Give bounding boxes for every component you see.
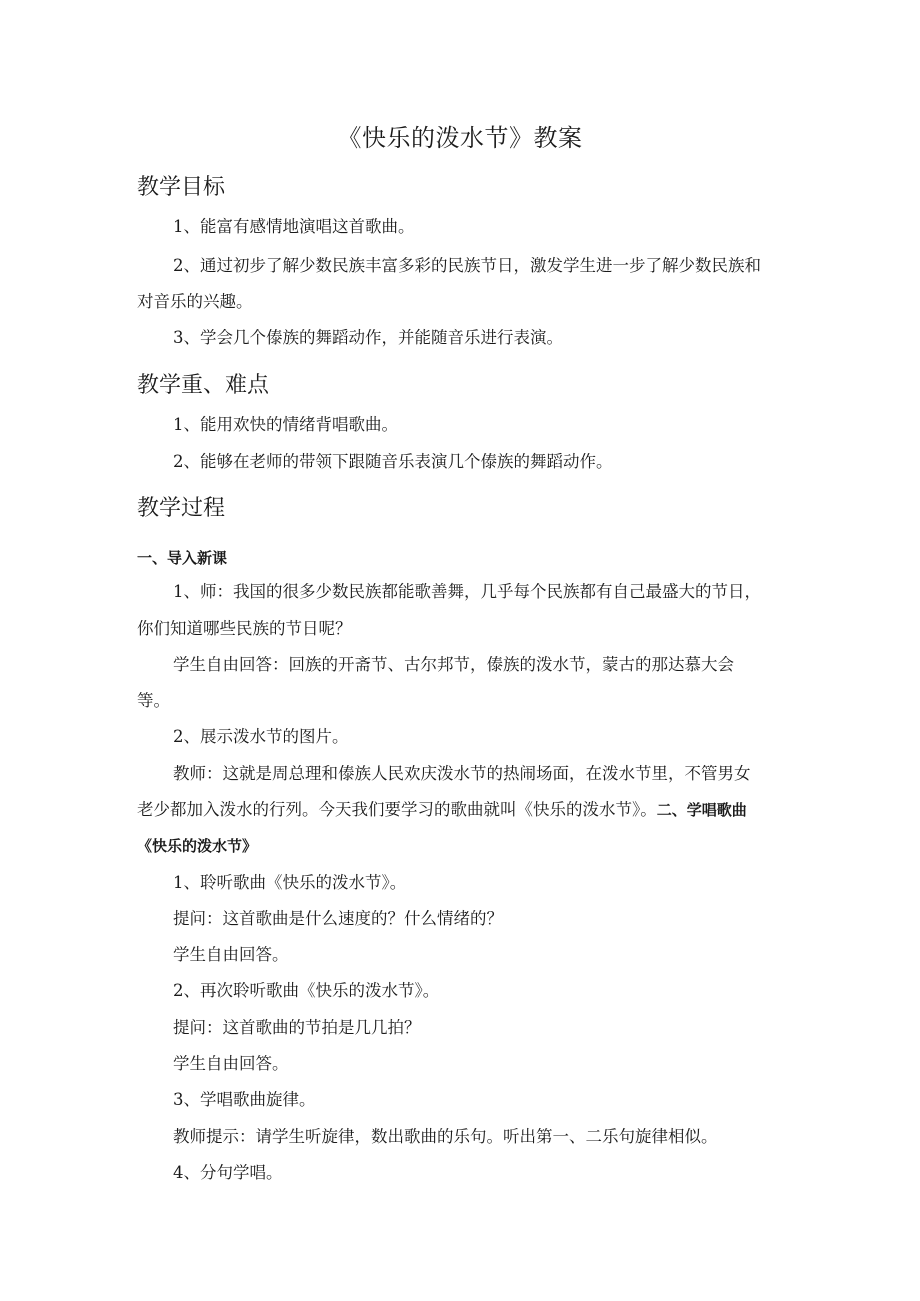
process-line: 2、展示泼水节的图片。	[173, 727, 349, 746]
process-line: 教师：这就是周总理和傣族人民欢庆泼水节的热闹场面，在泼水节里，不管男女	[173, 764, 751, 783]
process-line: 4、分句学唱。	[173, 1163, 283, 1182]
process-line: 等。	[137, 691, 170, 710]
process-line: 学生自由回答：回族的开斋节、古尔邦节，傣族的泼水节，蒙古的那达慕大会	[173, 655, 734, 674]
subheading-learn-song: 二、学唱歌曲	[656, 801, 747, 819]
process-line: 2、再次聆听歌曲《快乐的泼水节》。	[173, 981, 440, 1000]
heading-teaching-goals: 教学目标	[137, 175, 226, 200]
subheading-introduction: 一、导入新课	[137, 549, 228, 567]
process-line: 1、师：我国的很多少数民族都能歌善舞，几乎每个民族都有自己最盛大的节日，	[173, 582, 761, 601]
process-line: 学生自由回答。	[173, 945, 289, 964]
process-line-text: 老少都加入泼水的行列。今天我们要学习的歌曲就叫《快乐的泼水节》。	[137, 800, 657, 819]
heading-teaching-process: 教学过程	[137, 496, 226, 521]
process-line: 提问：这首歌曲的节拍是几几拍？	[173, 1018, 421, 1037]
heading-key-points: 教学重、难点	[137, 373, 270, 398]
document-title: 《快乐的泼水节》教案	[337, 124, 583, 152]
process-line: 1、聆听歌曲《快乐的泼水节》。	[173, 873, 407, 892]
key-point-1: 1、能用欢快的情绪背唱歌曲。	[173, 415, 398, 434]
subheading-learn-song-title: 《快乐的泼水节》	[137, 837, 258, 855]
process-line: 3、学唱歌曲旋律。	[173, 1090, 316, 1109]
key-point-2: 2、能够在老师的带领下跟随音乐表演几个傣族的舞蹈动作。	[173, 452, 613, 471]
goal-item-3: 3、学会几个傣族的舞蹈动作，并能随音乐进行表演。	[173, 328, 563, 347]
process-line: 学生自由回答。	[173, 1054, 289, 1073]
process-line: 你们知道哪些民族的节日呢？	[137, 619, 352, 638]
goal-item-2: 2、通过初步了解少数民族丰富多彩的民族节日，激发学生进一步了解少数民族和	[173, 256, 761, 275]
process-line: 提问：这首歌曲是什么速度的？什么情绪的？	[173, 909, 503, 928]
process-line-with-inline-heading	[137, 798, 747, 822]
goal-item-1: 1、能富有感情地演唱这首歌曲。	[173, 217, 415, 236]
goal-item-2-continued: 对音乐的兴趣。	[137, 292, 253, 311]
process-line: 教师提示：请学生听旋律，数出歌曲的乐句。听出第一、二乐句旋律相似。	[173, 1127, 718, 1146]
